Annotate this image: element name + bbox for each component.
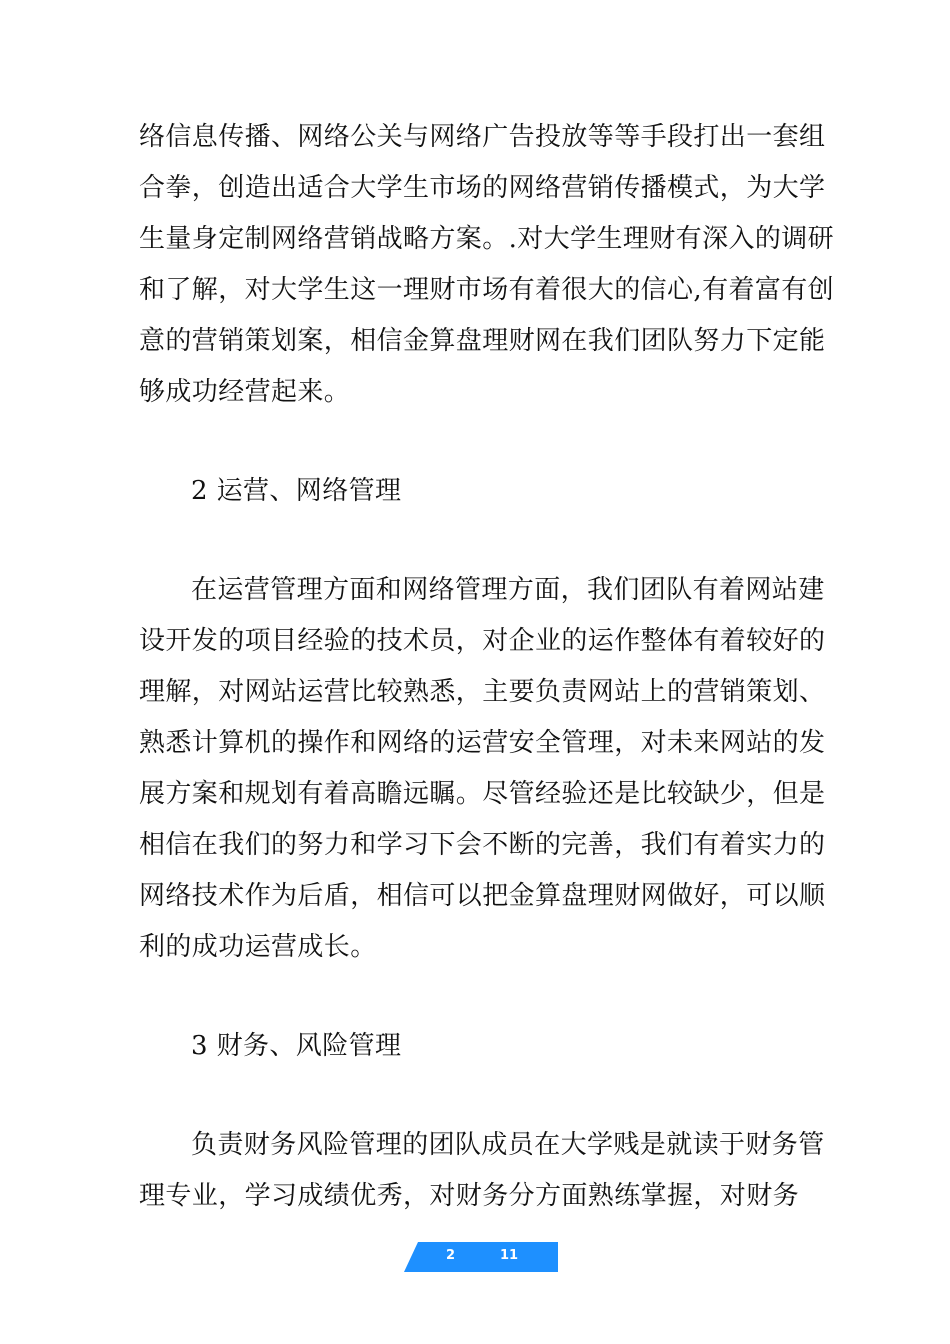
text-line: 展方案和规划有着高瞻远瞩。尽管经验还是比较缺少，但是	[139, 779, 826, 809]
current-page-number: 2	[446, 1248, 456, 1263]
text-line: 熟悉计算机的操作和网络的运营安全管理，对未来网站的发	[139, 728, 826, 758]
text-line: 设开发的项目经验的技术员，对企业的运作整体有着较好的	[139, 626, 826, 656]
badge-background	[404, 1242, 558, 1272]
text-line: 网络技术作为后盾，相信可以把金算盘理财网做好，可以顺	[139, 881, 826, 911]
section-heading-2: 2 运营、网络管理	[191, 476, 402, 506]
text-line: 理解，对网站运营比较熟悉，主要负责网站上的营销策划、	[139, 677, 826, 707]
page-number-badge	[404, 1242, 558, 1272]
text-line: 意的营销策划案，相信金算盘理财网在我们团队努力下定能	[139, 326, 826, 356]
text-line: 在运营管理方面和网络管理方面，我们团队有着网站建	[191, 575, 825, 605]
paragraph-1	[139, 112, 835, 418]
text-line: 负责财务风险管理的团队成员在大学贱是就读于财务管	[191, 1130, 825, 1160]
paragraph-2	[139, 565, 826, 973]
text-line: 理专业，学习成绩优秀，对财务分方面熟练掌握，对财务	[139, 1181, 800, 1211]
text-line: 合拳，创造出适合大学生市场的网络营销传播模式，为大学	[139, 173, 826, 203]
text-line: 络信息传播、网络公关与网络广告投放等等手段打出一套组	[139, 122, 826, 152]
paragraph-3	[139, 1120, 825, 1222]
total-pages-number: 11	[500, 1248, 519, 1263]
text-line: 利的成功运营成长。	[139, 932, 377, 962]
text-line: 够成功经营起来。	[139, 377, 351, 407]
text-line: 相信在我们的努力和学习下会不断的完善，我们有着实力的	[139, 830, 826, 860]
text-line: 和了解，对大学生这一理财市场有着很大的信心,有着富有创	[139, 275, 835, 305]
document-body	[139, 112, 835, 1222]
section-heading-3: 3 财务、风险管理	[191, 1031, 402, 1061]
text-line: 生量身定制网络营销战略方案。.对大学生理财有深入的调研	[139, 224, 835, 254]
